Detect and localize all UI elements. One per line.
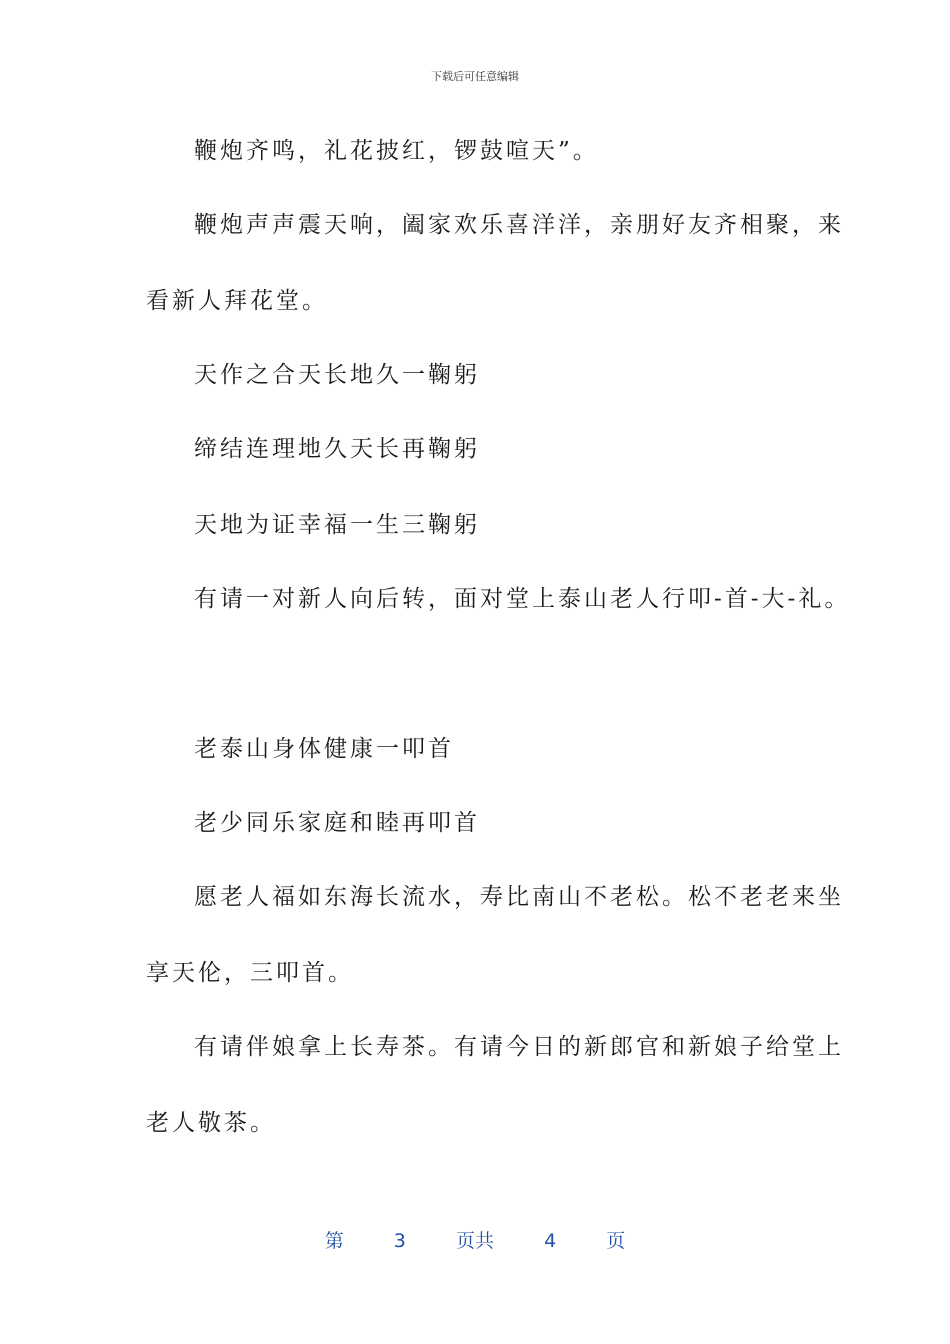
footer-total-pages: 4 [544, 1230, 557, 1252]
footer-suffix: 页 [606, 1230, 626, 1252]
paragraph-3: 天作之合天长地久一鞠躬 [194, 362, 480, 388]
header-note: 下载后可任意编辑 [431, 70, 519, 83]
paragraph-2-continued: 看新人拜花堂。 [146, 288, 328, 314]
paragraph-2: 鞭炮声声震天响，阖家欢乐喜洋洋，亲朋好友齐相聚，来 [194, 212, 844, 238]
paragraph-8: 老少同乐家庭和睦再叩首 [194, 810, 480, 836]
footer-prefix: 第 [324, 1230, 344, 1252]
paragraph-5: 天地为证幸福一生三鞠躬 [194, 512, 480, 538]
paragraph-10: 有请伴娘拿上长寿茶。有请今日的新郎官和新娘子给堂上 [194, 1034, 844, 1060]
footer-middle: 页共 [455, 1230, 494, 1252]
page-number-footer [0, 1226, 950, 1253]
footer-current-page: 3 [393, 1230, 406, 1252]
paragraph-10-continued: 老人敬茶。 [146, 1110, 276, 1136]
paragraph-7: 老泰山身体健康一叩首 [194, 736, 454, 762]
paragraph-9-continued: 享天伦，三叩首。 [146, 960, 354, 986]
paragraph-6: 有请一对新人向后转，面对堂上泰山老人行叩-首-大-礼。 [194, 586, 851, 612]
paragraph-4: 缔结连理地久天长再鞠躬 [194, 436, 480, 462]
paragraph-1: 鞭炮齐鸣，礼花披红，锣鼓喧天”。 [194, 138, 599, 164]
paragraph-9: 愿老人福如东海长流水，寿比南山不老松。松不老老来坐 [194, 884, 844, 910]
